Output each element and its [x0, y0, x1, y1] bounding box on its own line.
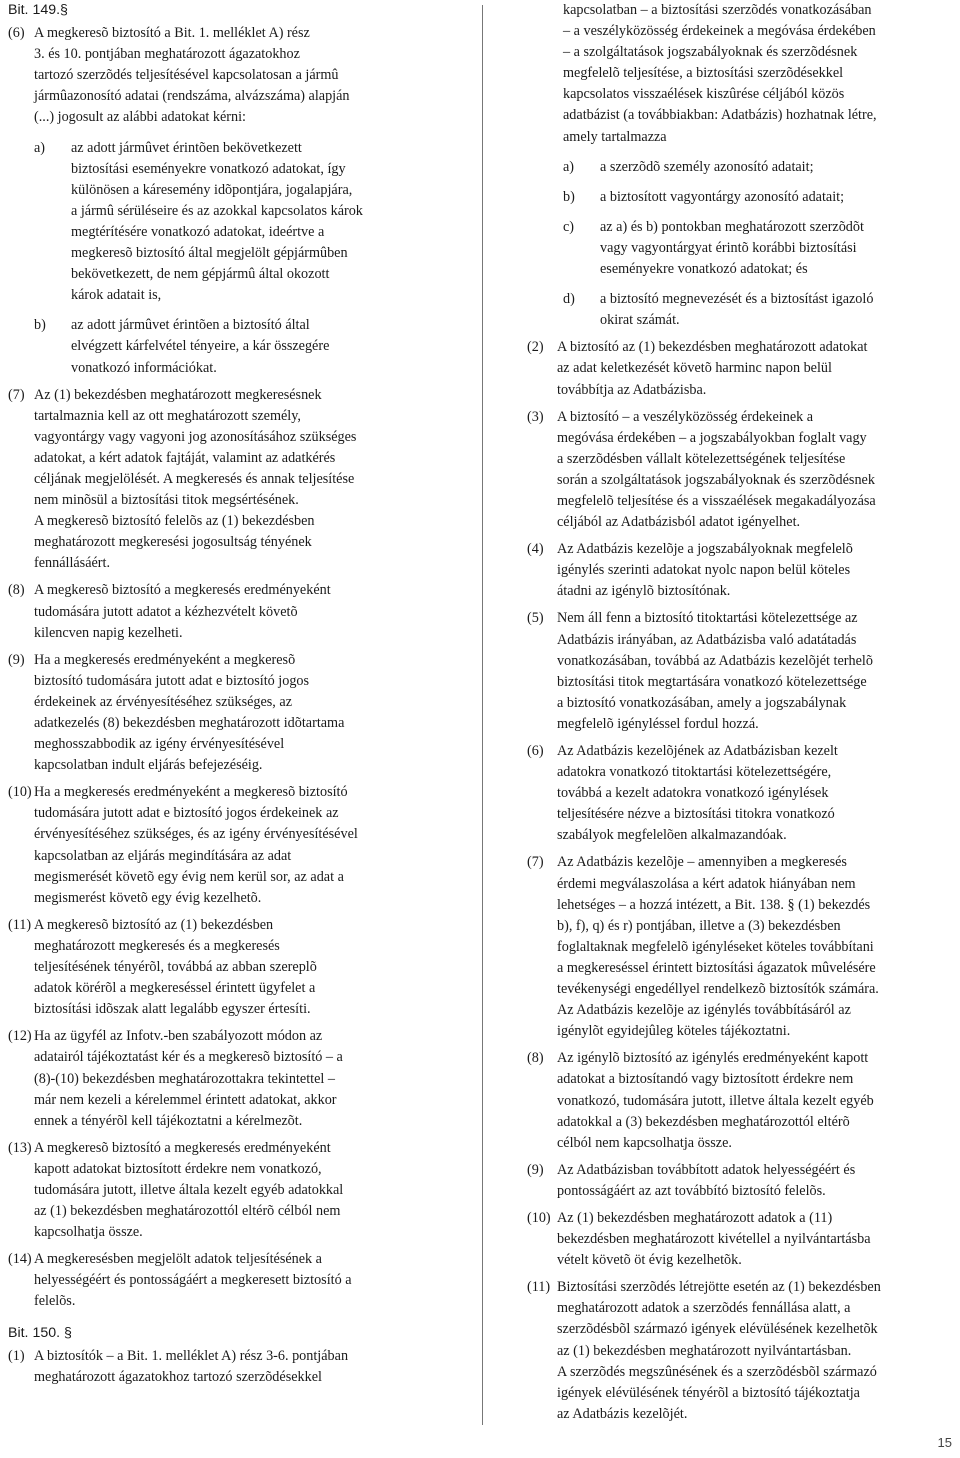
paragraph: [8, 650, 438, 777]
text-block: [34, 580, 438, 643]
paragraph-number: (7): [8, 386, 25, 403]
list-item-label: b): [563, 188, 575, 205]
text-line: az Adatbázis kezelõjét.: [557, 1405, 688, 1422]
text-line: az (1) bekezdésben meghatározott nyilvántartásban.: [557, 1342, 852, 1359]
text-line: az a) és b) pontokban meghatározott szerzõdõt: [600, 218, 864, 235]
paragraph: [527, 539, 952, 602]
list-items: [563, 157, 952, 332]
text-line: adatokkal a (3) bekezdésben meghatározottól eltérõ: [557, 1113, 850, 1130]
text-line: továbbítja az Adatbázisba.: [557, 381, 707, 398]
paragraph-text: [34, 782, 438, 909]
text-line: Az (1) bekezdésben meghatározott megkeresésnek: [34, 386, 322, 403]
text-block: [34, 782, 438, 909]
text-line: tudomására jutott adatot a kézhezvételt követõ: [34, 603, 298, 620]
paragraph-number: (13): [8, 1139, 32, 1156]
text-line: károk adatait is,: [71, 287, 162, 304]
paragraph: [8, 915, 438, 1020]
section-heading-bit-149: Bit. 149.§: [8, 2, 68, 18]
paragraph-text: [557, 1208, 952, 1271]
text-line: tartalmaznia kell az ott meghatározott személy,: [34, 407, 301, 424]
text-line: célból nem kapcsolhatja össze.: [557, 1134, 732, 1151]
list-item-text: [71, 315, 438, 378]
text-line: meghatározott megkeresési jogosultság tényének: [34, 534, 312, 551]
text-line: Az (1) bekezdésben meghatározott adatok a (11): [557, 1209, 833, 1226]
text-block: [557, 852, 952, 1042]
paragraph: [527, 608, 952, 735]
text-line: érvényesítéséhez szükséges, és az igény érvényesítésével: [34, 826, 358, 843]
text-line: céljának megjelölését. A megkeresés és annak teljesítése: [34, 470, 355, 487]
text-line: szabályok megfelelõen alkalmazandóak.: [557, 827, 787, 844]
list-item-text: [600, 157, 952, 178]
text-line: a biztosító megnevezését és a biztosítást igazoló: [600, 291, 874, 308]
text-line: A megkeresõ biztosító a megkeresés eredményeként: [34, 1139, 331, 1156]
text-line: A biztosító – a veszélyközösség érdekeinek a: [557, 408, 814, 425]
paragraph-number: (8): [8, 582, 25, 599]
paragraph: [8, 1026, 438, 1131]
text-line: a jármû sérüléseire és az azokkal kapcsolatos károk: [71, 202, 363, 219]
text-line: fennállásáért.: [34, 555, 111, 572]
left-column: [8, 0, 438, 1388]
text-line: adatokat a biztosítandó vagy biztosított érdekre nem: [557, 1071, 854, 1088]
text-line: a szerzõdõ személy azonosító adatait;: [600, 158, 814, 175]
text-line: Ha a megkeresés eredményeként a megkeresõ biztosító: [34, 784, 348, 801]
text-line: teljesítésének tényérõl, továbbá az abban szereplõ: [34, 959, 317, 976]
paragraph-number: (14): [8, 1251, 32, 1268]
text-block: [557, 1208, 952, 1271]
text-line: felelõs.: [34, 1293, 76, 1310]
list-item-text: [71, 138, 438, 307]
text-line: Az Adatbázis kezelõje a jogszabályoknak megfelelõ: [557, 541, 853, 558]
text-line: 3. és 10. pontjában meghatározott ágazatokhoz: [34, 46, 300, 63]
text-line: megkeresõ biztosító által megjelölt gépjármûben: [71, 245, 348, 262]
text-block: [34, 1026, 438, 1131]
text-line: megtérítésére vonatkozó adatokat, ideértve a: [71, 223, 325, 240]
paragraph: [527, 407, 952, 534]
paragraph-6-items: [34, 138, 438, 379]
text-line: tudomására jutott, illetve általa kezelt egyéb adatokkal: [34, 1181, 344, 1198]
text-line: kapcsolatban az eljárás megindítására az adat: [34, 847, 292, 864]
list-item: [34, 138, 438, 307]
text-line: adatok körérõl a megkereséssel érintett ügyfelet a: [34, 980, 316, 997]
text-line: – a szolgáltatások jogszabályoknak és szerzõdésnek: [563, 44, 858, 61]
paragraph: [8, 385, 438, 575]
text-line: igények elévülésének tényérõl a biztosító tájékoztatja: [557, 1384, 860, 1401]
text-line: A megkeresõ biztosító felelõs az (1) bekezdésben: [34, 513, 315, 530]
paragraph-text: [557, 539, 952, 602]
text-line: az adott jármûvet érintõen a biztosító által: [71, 317, 310, 334]
text-block: [557, 539, 952, 602]
text-line: megóvása érdekében – a jogszabályokban foglalt vagy: [557, 429, 867, 446]
paragraph: [8, 580, 438, 643]
text-line: biztosítási idõszak alatt legalább egyszer értesíti.: [34, 1001, 311, 1018]
text-line: A biztosító az (1) bekezdésben meghatározott adatokat: [557, 339, 868, 356]
text-line: adatkezelés (8) bekezdésben meghatározott idõtartama: [34, 715, 345, 731]
paragraph: [527, 852, 952, 1042]
bit-150-paragraphs: [527, 337, 952, 1425]
text-line: A biztosítók – a Bit. 1. melléklet A) rész 3-6. pontjában: [34, 1347, 349, 1364]
text-line: adatokra vonatkozó titoktartási kötelezettségére,: [557, 764, 832, 781]
text-line: meghatározott megkeresés és a megkeresés: [34, 937, 280, 954]
list-item: [563, 187, 952, 208]
list-item: [34, 315, 438, 378]
text-line: lehetséges – a hozzá intézett, a Bit. 138. § (1) bekezdés: [557, 896, 871, 913]
text-block: [557, 1277, 952, 1361]
list-item: [563, 157, 952, 178]
list-item-label: a): [34, 139, 46, 156]
text-line: Az Adatbázis kezelõje az igénylés továbbításáról az: [557, 1002, 851, 1019]
paragraph-number: (4): [527, 541, 544, 558]
text-line: már nem kezeli a kérelemmel érintett adatokat, akkor: [34, 1091, 337, 1108]
text-line: eseményekre vonatkozó adatokat; és: [600, 261, 808, 278]
text-line: különösen a káresemény idõpontjára, jogalapjára,: [71, 181, 353, 198]
text-line: Biztosítási szerzõdés létrejötte esetén az (1) bekezdésben: [557, 1279, 881, 1296]
text-line: jármûazonosító adatai (rendszáma, alvázszáma) alapján: [34, 88, 350, 105]
paragraph: [527, 1160, 952, 1202]
paragraph-text: [34, 580, 438, 643]
text-line: adatbázist (a továbbiakban: Adatbázis) hozhatnak létre,: [563, 107, 877, 124]
text-line: megismerését követõ egy évig nem kerül sor, az adat a: [34, 868, 344, 885]
text-line: a megkereséssel érintett biztosítási ágazatok mûvelésére: [557, 959, 876, 976]
text-line: helyességéért és pontosságáért a megkeresett biztosító a: [34, 1272, 352, 1289]
text-line: teljesítésére nézve a biztosítási titokra vonatkozó: [557, 806, 835, 823]
text-line: Az igénylõ biztosító az igénylés eredményeként kapott: [557, 1050, 869, 1067]
column-divider: [482, 5, 483, 1425]
text-line: továbbá a kezelt adatokra vonatkozó igénylések: [557, 785, 829, 802]
list-item-label: d): [563, 291, 575, 308]
text-line: A megkeresõ biztosító a Bit. 1. melléklet A) rész: [34, 25, 310, 42]
paragraph: [527, 337, 952, 400]
paragraph-number: (10): [527, 1209, 551, 1226]
paragraph-text: [34, 1249, 438, 1312]
text-block: [34, 915, 438, 1020]
paragraph-number: (8): [527, 1050, 544, 1067]
text-line: megfelelõ teljesítése, a biztosítási szerzõdésekkel: [563, 65, 844, 82]
text-line: az adat keletkezését követõ harminc napon belül: [557, 360, 832, 377]
paragraph-1: [8, 1346, 438, 1388]
text-line: Nem áll fenn a biztosító titoktartási kötelezettsége az: [557, 610, 858, 627]
text-line: Az Adatbázisban továbbított adatok helyességéért és: [557, 1161, 856, 1178]
text-line: A megkeresõ biztosító az (1) bekezdésben: [34, 916, 274, 933]
list-item-text: [600, 187, 952, 208]
text-line: meghatározott ágazatokhoz tartozó szerzõdésekkel: [34, 1368, 322, 1385]
text-line: során a szolgáltatások jogszabályoknak és szerzõdésnek: [557, 471, 875, 488]
text-block: [557, 1048, 952, 1153]
text-line: az (1) bekezdésben meghatározottól eltérõ célból nem: [34, 1203, 341, 1220]
right-column: [527, 0, 952, 1425]
text-line: meghatározott adatok a szerzõdés fennállása alatt, a: [557, 1300, 851, 1317]
bit-149-paragraphs: [8, 385, 438, 1313]
paragraph-number: (11): [527, 1279, 551, 1296]
paragraph-text: [557, 1277, 952, 1425]
text-line: elvégzett kárfelvétel tényeire, a kár összegére: [71, 338, 330, 355]
list-item: [563, 217, 952, 280]
list-item-label: a): [563, 158, 575, 175]
section-heading-bit-150: Bit. 150. §: [8, 1324, 72, 1341]
paragraph: [527, 741, 952, 846]
text-line: vonatkozásában, továbbá az Adatbázis kezelõjét terhelõ: [557, 652, 873, 669]
text-block: [557, 741, 952, 846]
paragraph-text: [557, 608, 952, 735]
text-line: tartozó szerzõdés teljesítésével kapcsolatosan a jármû: [34, 67, 339, 84]
text-block: [557, 1362, 952, 1425]
paragraph: [527, 1048, 952, 1153]
text-block: [557, 337, 952, 400]
text-line: adatairól tájékoztatást kér és a megkeresõ biztosító – a: [34, 1049, 343, 1066]
paragraph-text: [557, 337, 952, 400]
text-line: az adott jármûvet érintõen bekövetkezett: [71, 139, 302, 156]
text-line: A megkeresõ biztosító a megkeresés eredményeként: [34, 582, 331, 599]
text-block: [34, 1138, 438, 1243]
text-line: (8)-(10) bekezdésben meghatározottakra tekintettel –: [34, 1070, 335, 1087]
paragraph-number: (10): [8, 784, 32, 801]
text-line: céljából az Adatbázisból adatot igényelhet.: [557, 514, 801, 531]
paragraph-number: (12): [8, 1028, 32, 1045]
text-line: megismerést követõ egy évig kezelhetõ.: [34, 889, 262, 906]
text-line: Ha az ügyfél az Infotv.-ben szabályozott módon az: [34, 1028, 323, 1045]
text-block: [557, 608, 952, 735]
text-line: b), f), q) és r) pontjában, illetve a (3) bekezdésben: [557, 917, 841, 934]
text-line: a biztosító vonatkozásában, amely a jogszabálynak: [557, 694, 847, 711]
text-line: kapcsolatban indult eljárás befejezéséig.: [34, 757, 263, 774]
paragraph-number: (3): [527, 408, 544, 425]
paragraph-text: [557, 1048, 952, 1153]
paragraph: [527, 1277, 952, 1425]
text-block: [557, 407, 952, 534]
text-line: biztosítási eseményekre vonatkozó adatokat, így: [71, 160, 346, 177]
text-line: átadni az igénylõ biztosítónak.: [557, 583, 731, 600]
paragraph-6: [8, 23, 438, 128]
text-line: vonatkozó információkat.: [71, 359, 217, 376]
text-line: A szerzõdés megszûnésének és a szerzõdésbõl származó: [557, 1363, 877, 1380]
text-line: vagyontárgy vagy vagyoni jog azonosításához szükséges: [34, 428, 357, 445]
text-line: kilencven napig kezelheti.: [34, 624, 183, 641]
text-line: kapcsolatban – a biztosítási szerzõdés vonatkozásában: [563, 2, 872, 18]
text-line: vagy vagyontárgyat érintõ korábbi biztosítási: [600, 239, 857, 256]
text-line: ennek a tényérõl kell tájékoztatni a kérelmezõt.: [34, 1112, 303, 1129]
text-line: meghosszabbodik az igény érvényesítésével: [34, 736, 285, 753]
text-block: [34, 1249, 438, 1312]
paragraph-number: (5): [527, 610, 544, 627]
paragraph-number: (1): [8, 1347, 25, 1364]
text-line: pontosságáért az azt továbbító biztosító felelõs.: [557, 1182, 826, 1199]
text-line: érdemi megválaszolása a kért adatok hiányában nem: [557, 875, 856, 892]
paragraph-number: (6): [8, 25, 25, 42]
paragraph-number: (6): [527, 743, 544, 759]
paragraph: [8, 782, 438, 909]
paragraph-number: (9): [527, 1161, 544, 1178]
paragraph-text: [34, 385, 438, 575]
text-line: vételt követõ öt évig kezelhetõk.: [557, 1252, 742, 1269]
text-line: Az Adatbázis kezelõje – amennyiben a megkeresés: [557, 854, 847, 871]
list-item-text: [600, 217, 952, 280]
paragraph-number: (7): [527, 854, 544, 871]
text-line: szerzõdésbõl származó igények elévülésének kezelhetõk: [557, 1321, 878, 1338]
list-item: [563, 289, 952, 331]
text-line: okirat számát.: [600, 312, 680, 329]
paragraph-number: (11): [8, 916, 32, 933]
text-line: Adatbázis irányában, az Adatbázisba való adatátadás: [557, 631, 857, 648]
text-line: tevékenységi engedéllyel rendelkezõ biztosítók számára.: [557, 981, 879, 998]
paragraph: [527, 1208, 952, 1271]
text-line: a szerzõdésben vállalt kötelezettségének teljesítése: [557, 450, 846, 467]
text-block: [34, 650, 438, 777]
text-line: megfelelõ igényléssel fordul hozzá.: [557, 715, 759, 732]
text-line: kapott adatokat biztosított érdekre nem vonatkozó,: [34, 1160, 322, 1177]
paragraph-text: [34, 915, 438, 1020]
text-line: (...) jogosult az alábbi adatokat kérni:: [34, 109, 246, 126]
paragraph-text: [34, 23, 438, 128]
continuation-text: [563, 0, 952, 148]
text-line: amely tartalmazza: [563, 128, 667, 145]
text-line: adatokat, a kért adatok fajtáját, valamint az adatkérés: [34, 449, 336, 466]
paragraph-text: [34, 1026, 438, 1131]
text-line: tudomására jutott adat e biztosító jogos érdekeinek az: [34, 805, 339, 822]
paragraph-text: [557, 852, 952, 1042]
paragraph-text: [34, 650, 438, 777]
paragraph: [8, 1249, 438, 1312]
text-line: biztosító tudomására jutott adat e biztosító jogos: [34, 672, 310, 689]
text-line: vonatkozó, tudomására jutott, illetve általa kezelt egyéb: [557, 1092, 874, 1109]
text-line: kapcsolhatja össze.: [34, 1224, 143, 1241]
text-line: a biztosított vagyontárgy azonosító adatait;: [600, 188, 845, 205]
text-line: nem minõsül a biztosítási titok megsértésének.: [34, 492, 299, 509]
text-line: kapcsolatos visszaélések kiszûrése céljából közös: [563, 86, 845, 103]
text-line: – a veszélyközösség érdekeinek a megóvása érdekében: [563, 23, 876, 40]
list-item-text: [600, 289, 952, 331]
text-line: igénylõt egyidejûleg köteles tájékoztatni.: [557, 1023, 791, 1040]
paragraph-text: [557, 407, 952, 534]
text-block: [34, 385, 438, 512]
text-line: Ha a megkeresés eredményeként a megkeresõ: [34, 651, 296, 668]
text-line: bekezdésben meghatározott kivétellel a nyilvántartásba: [557, 1231, 871, 1248]
paragraph-number: (2): [527, 339, 544, 356]
paragraph-number: (9): [8, 651, 25, 668]
paragraph-text: [34, 1138, 438, 1243]
text-line: megfelelõ teljesítése és a visszaélések megakadályozása: [557, 492, 876, 509]
paragraph-text: [557, 741, 952, 846]
text-line: biztosítási titok megtartására vonatkozó kötelezettsége: [557, 673, 867, 690]
paragraph: [8, 1138, 438, 1243]
paragraph-text: [34, 1346, 438, 1388]
list-item-label: b): [34, 317, 46, 334]
text-line: igénylés szerinti adatokat nyolc napon belül köteles: [557, 562, 851, 579]
text-line: foglaltaknak megfelelõ igényléseket köteles továbbítani: [557, 938, 874, 955]
text-line: bekövetkezett, de nem gépjármû által okozott: [71, 266, 330, 283]
list-item-label: c): [563, 218, 575, 235]
paragraph-text: [557, 1160, 952, 1202]
text-line: Az Adatbázis kezelõjének az Adatbázisban kezelt: [557, 743, 838, 759]
text-block: [557, 1160, 952, 1202]
page-number: 15: [937, 1435, 952, 1450]
text-block: [34, 511, 438, 574]
text-line: A megkeresésben megjelölt adatok teljesítésének a: [34, 1251, 322, 1268]
text-line: érdekeinek az érvényesítéséhez szükséges, az: [34, 693, 292, 710]
